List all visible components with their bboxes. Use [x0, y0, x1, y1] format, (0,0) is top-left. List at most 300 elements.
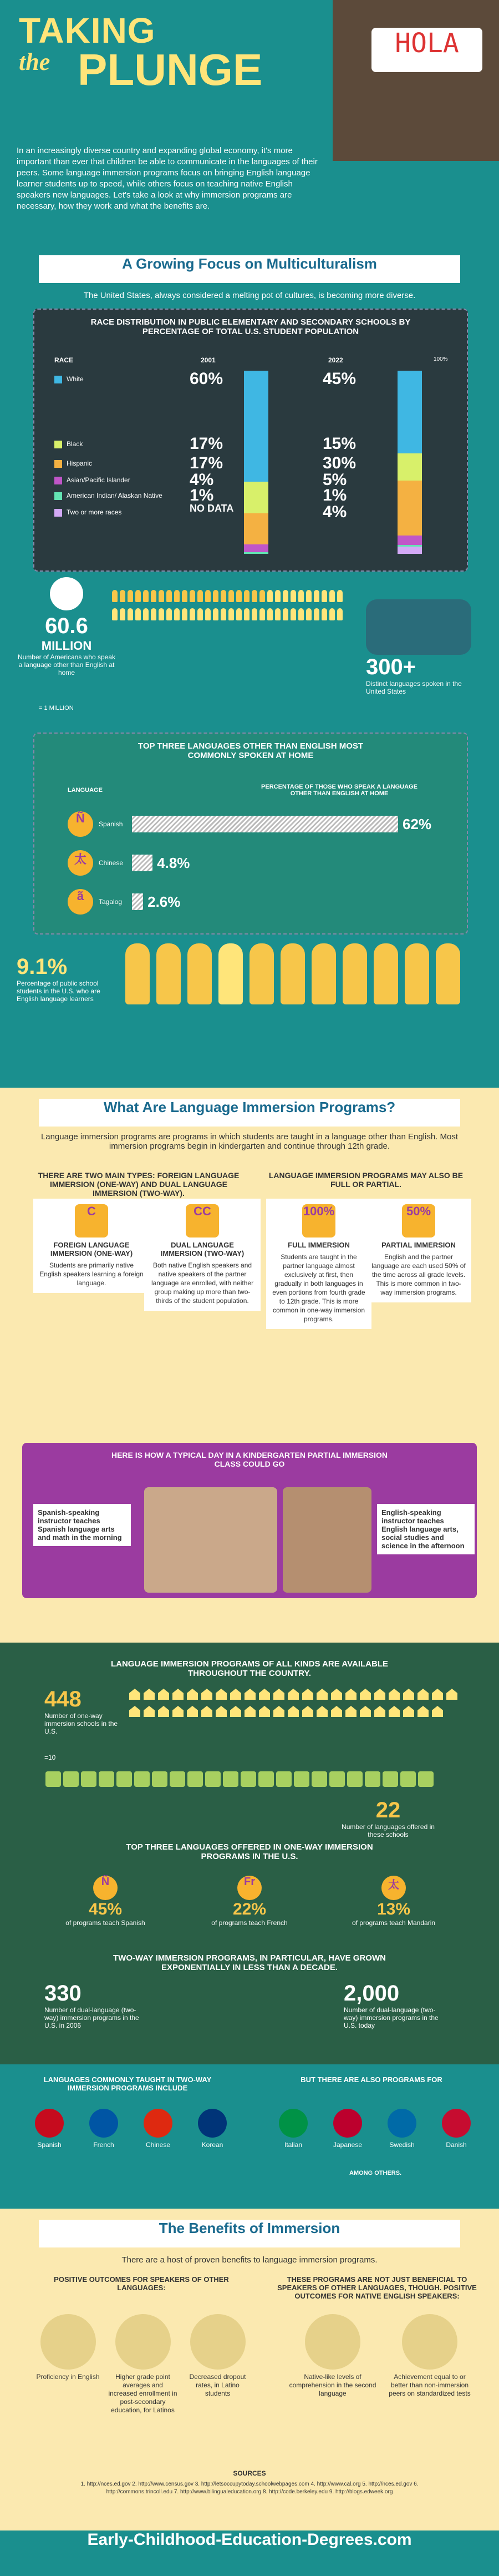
top-languages-title: TOP THREE LANGUAGES OTHER THAN ENGLISH MOST COMMONLY SPOKEN AT HOME: [138, 741, 364, 760]
person-icon: [190, 590, 195, 602]
language-col-header: LANGUAGE: [68, 787, 103, 794]
card-title: FULL IMMERSION: [288, 1241, 350, 1249]
school-icon: [288, 1706, 299, 1717]
person-icon: [228, 590, 234, 602]
school-icon: [216, 1689, 227, 1700]
langs-text: Number of languages offered in these schools: [342, 1823, 435, 1838]
school-icon: [288, 1689, 299, 1700]
language-bar: [132, 893, 143, 910]
school-icon: [245, 1706, 256, 1717]
student-icon: [343, 943, 367, 1004]
student-icon: [156, 943, 181, 1004]
person-icon: [174, 590, 180, 602]
language-square: [45, 1771, 61, 1787]
school-icon: [245, 1689, 256, 1700]
language-square: [258, 1771, 274, 1787]
school-icon: [417, 1706, 429, 1717]
program-card: [266, 1199, 371, 1329]
school-icons: [128, 1687, 460, 1737]
pct-2022: 4%: [323, 503, 347, 521]
bar-segment: [398, 547, 422, 554]
school-icon: [144, 1689, 155, 1700]
school-icon: [273, 1689, 284, 1700]
offered-icon: 太: [381, 1876, 406, 1900]
bar-segment: [244, 513, 268, 545]
person-icon: [291, 608, 296, 620]
race-label: American Indian/ Alaskan Native: [67, 492, 162, 499]
flag-label: Danish: [446, 2141, 467, 2149]
benefits-section: [0, 2209, 499, 2530]
person-icon: [143, 590, 149, 602]
outcome-text: Higher grade point averages and increased enrollment in post-secondary education, for Latinos: [108, 2373, 177, 2414]
person-icon: [174, 608, 180, 620]
race-label: Asian/Pacific Islander: [67, 476, 130, 484]
pct-2022: 30%: [323, 454, 357, 472]
school-key: =10: [44, 1754, 56, 1761]
schools-text: Number of one-way immersion schools in the U.S.: [44, 1712, 118, 1735]
pct-2022: 45%: [323, 370, 357, 388]
person-icon: [275, 590, 281, 602]
americans-value: 60.6: [45, 614, 88, 638]
school-icon: [432, 1706, 443, 1717]
school-icon: [374, 1689, 385, 1700]
school-icon: [389, 1706, 400, 1717]
language-name: Spanish: [99, 820, 123, 828]
offered-value: 22%: [232, 1900, 267, 1918]
native-speakers-title: THESE PROGRAMS ARE NOT JUST BENEFICIAL TO SPEAKERS OF OTHER LANGUAGES, THOUGH. POSITIVE OUTCOMES FOR NATIVE ENGLISH SPEAKERS:: [277, 2275, 477, 2300]
person-icon: [322, 608, 327, 620]
pct-2022: 15%: [323, 435, 357, 453]
school-icon: [331, 1689, 342, 1700]
year-2022-header: 2022: [328, 356, 343, 364]
language-square: [63, 1771, 79, 1787]
sources-title: SOURCES: [233, 2469, 266, 2477]
offered-text: of programs teach Mandarin: [352, 1919, 436, 1927]
americans-unit: MILLION: [41, 639, 92, 653]
language-square: [152, 1771, 167, 1787]
americans-stat: [17, 577, 116, 676]
flag-label: Chinese: [145, 2141, 171, 2149]
language-row: [68, 811, 445, 837]
offered-language: [44, 1876, 166, 1927]
person-icon: [221, 608, 226, 620]
benefits-subtitle: There are a host of proven benefits to language immersion programs.: [121, 2255, 378, 2265]
school-icon: [331, 1706, 342, 1717]
flag-icon: [144, 2109, 172, 2138]
sources-text: 1. http://nces.ed.gov 2. http://www.census.gov 3. http://letsoccupytoday.schoolwebpages.com 4. http://www.cal.org 5. http://nces.ed.gov 6. http://commons.trincoll.edu 7. http://www.bilingualeducation.org 8. http://code.berkeley.edu 9. http://blogs.edweek.org: [80, 2481, 419, 2495]
growth-today: [344, 1981, 444, 2029]
school-icon: [201, 1689, 212, 1700]
flag-danish: [437, 2109, 476, 2149]
person-icon: [182, 590, 187, 602]
person-icon: [259, 608, 265, 620]
school-icon: [129, 1689, 140, 1700]
person-icon: [213, 590, 218, 602]
outcome-icon: [40, 2314, 96, 2370]
flag-icon: [333, 2109, 362, 2138]
bar-segment: [244, 371, 268, 482]
growth-title: TWO-WAY IMMERSION PROGRAMS, IN PARTICULAR, HAVE GROWN EXPONENTIALLY IN LESS THAN A DECADE.: [113, 1953, 386, 1972]
card-text: Students are primarily native English speakers learning a foreign language.: [39, 1261, 144, 1287]
school-icon: [345, 1706, 357, 1717]
offered-title: TOP THREE LANGUAGES OFFERED IN ONE-WAY IMMERSION PROGRAMS IN THE U.S.: [126, 1842, 373, 1861]
language-icon: 太: [68, 850, 93, 876]
person-icon: [151, 608, 156, 620]
person-icon: [329, 590, 335, 602]
school-icon: [302, 1706, 313, 1717]
language-square: [400, 1771, 416, 1787]
types-title: THERE ARE TWO MAIN TYPES: FOREIGN LANGUAGE IMMERSION (ONE-WAY) AND DUAL LANGUAGE IMMERSION (TWO-WAY).: [38, 1171, 240, 1198]
outcome-item: [288, 2314, 377, 2398]
program-card: [144, 1199, 261, 1311]
school-icon: [158, 1706, 169, 1717]
ell-text: Percentage of public school students in the U.S. who are English language learners: [17, 979, 100, 1003]
person-icon: [166, 590, 172, 602]
student-icon: [125, 943, 150, 1004]
student-icon: [281, 943, 305, 1004]
language-square: [329, 1771, 345, 1787]
flag-icon: [35, 2109, 64, 2138]
language-square: [365, 1771, 380, 1787]
benefits-banner: The Benefits of Immersion: [39, 2220, 460, 2247]
among-others: AMONG OTHERS.: [349, 2170, 402, 2176]
flags-left: [22, 2109, 244, 2150]
flag-icon: [198, 2109, 227, 2138]
pct-2001: 4%: [190, 471, 214, 489]
language-value: 62%: [403, 815, 432, 832]
typical-day-title: HERE IS HOW A TYPICAL DAY IN A KINDERGARTEN PARTIAL IMMERSION CLASS COULD GO: [111, 1451, 388, 1468]
person-icon: [298, 608, 304, 620]
race-label: White: [67, 375, 84, 383]
other-speakers-title: POSITIVE OUTCOMES FOR SPEAKERS OF OTHER LANGUAGES:: [54, 2275, 229, 2292]
school-icon: [273, 1706, 284, 1717]
growth-today-value: 2,000: [344, 1981, 400, 2006]
flag-french: [84, 2109, 123, 2149]
americans-text: Number of Americans who speak a language other than English at home: [17, 653, 116, 676]
person-icon: [283, 608, 288, 620]
outcome-icon: [115, 2314, 171, 2370]
person-icon: [244, 590, 249, 602]
growth-2006-value: 330: [44, 1981, 82, 2006]
school-icon: [360, 1706, 371, 1717]
title-the: the: [19, 48, 50, 75]
language-square: [312, 1771, 327, 1787]
race-label: Black: [67, 440, 83, 448]
flag-icon: [279, 2109, 308, 2138]
card-icon: C: [75, 1204, 108, 1238]
student-icon: [187, 943, 212, 1004]
program-card: [33, 1199, 150, 1293]
person-icon: [213, 608, 218, 620]
offered-text: of programs teach French: [211, 1919, 288, 1927]
language-value: 4.8%: [157, 854, 190, 871]
language-name: Chinese: [99, 859, 124, 867]
offered-value: 45%: [88, 1900, 123, 1918]
pct-2022: 1%: [323, 486, 347, 504]
also-programs-title: BUT THERE ARE ALSO PROGRAMS FOR: [301, 2075, 442, 2084]
pct-2001: NO DATA: [190, 503, 234, 514]
student-icon: [218, 943, 243, 1004]
school-icon: [201, 1706, 212, 1717]
availability-section: [0, 1643, 499, 2064]
footer-site[interactable]: Early-Childhood-Education-Degrees.com: [0, 2530, 499, 2576]
bar-segment: [398, 536, 422, 545]
school-icon: [259, 1689, 270, 1700]
growth-2006: [44, 1981, 144, 2029]
race-swatch: [54, 441, 62, 448]
school-icon: [302, 1689, 313, 1700]
languages-value: 300+: [366, 655, 416, 679]
race-swatch: [54, 460, 62, 468]
school-icon: [172, 1689, 184, 1700]
race-row: [54, 459, 176, 468]
school-icon: [187, 1706, 198, 1717]
language-squares: [44, 1770, 466, 1790]
outcome-text: Native-like levels of comprehension in the second language: [289, 2373, 376, 2397]
card-text: English and the partner language are each used 50% of the time across all grade levels. This is more common in two-way immersion programs.: [371, 1253, 466, 1296]
languages-taught-title: LANGUAGES COMMONLY TAUGHT IN TWO-WAY IMMERSION PROGRAMS INCLUDE: [43, 2075, 212, 2092]
offered-text: of programs teach Spanish: [65, 1919, 145, 1927]
title-plunge: PLUNGE: [78, 45, 263, 94]
languages-stat: [366, 599, 477, 695]
flag-label: Spanish: [37, 2141, 62, 2149]
person-icon: [267, 608, 273, 620]
outcome-icon: [305, 2314, 360, 2370]
person-icon: [244, 608, 249, 620]
pct-2022: 5%: [323, 471, 347, 489]
person-icon: [205, 608, 211, 620]
languages-taught-section: [0, 2064, 499, 2209]
person-icon: [128, 590, 133, 602]
classroom-photo-1: [144, 1487, 277, 1593]
person-icon: [337, 608, 343, 620]
race-chart-title: RACE DISTRIBUTION IN PUBLIC ELEMENTARY AND SECONDARY SCHOOLS BY PERCENTAGE OF TOTAL U.S. STUDENT POPULATION: [90, 317, 411, 336]
person-icon: [135, 590, 141, 602]
person-icon: [159, 590, 164, 602]
flags-right: [266, 2109, 488, 2150]
language-square: [418, 1771, 434, 1787]
person-icon: [151, 590, 156, 602]
school-icon: [144, 1706, 155, 1717]
person-icon: [306, 608, 312, 620]
person-icon: [267, 590, 273, 602]
offered-language: [189, 1876, 310, 1927]
school-icon: [129, 1706, 140, 1717]
pct-2001: 17%: [190, 454, 223, 472]
language-square: [170, 1771, 185, 1787]
full-partial-title: LANGUAGE IMMERSION PROGRAMS MAY ALSO BE FULL OR PARTIAL.: [268, 1171, 464, 1189]
person-icon: [120, 608, 125, 620]
morning-note: Spanish-speaking instructor teaches Spanish language arts and math in the morning: [33, 1504, 131, 1546]
student-icon: [249, 943, 274, 1004]
person-icon: [205, 590, 211, 602]
flag-label: Swedish: [389, 2141, 415, 2149]
school-icon: [259, 1706, 270, 1717]
language-square: [99, 1771, 114, 1787]
intro-text: In an increasingly diverse country and expanding global economy, it's more important than ever that children be able to communicate in the languages of their peers. Some language immersion programs focus on bringing English language learner students up to speed, while others focus on teaching native English speakers new languages. Let's take a look at why immersion programs are necessary, how they work and what the benefits are.: [17, 146, 318, 211]
race-swatch: [54, 376, 62, 383]
school-icon: [230, 1706, 241, 1717]
card-text: Both native English speakers and native speakers of the partner language are enrolled, with neither group making up more than two-thirds of the student population.: [151, 1261, 254, 1305]
person-icon: [228, 608, 234, 620]
typical-day: [22, 1443, 477, 1598]
school-icon: [187, 1689, 198, 1700]
person-icon: [197, 608, 203, 620]
outcome-item: [183, 2314, 252, 2398]
outcome-text: Proficiency in English: [36, 2373, 100, 2381]
race-swatch: [54, 509, 62, 517]
flag-icon: [89, 2109, 118, 2138]
language-square: [294, 1771, 309, 1787]
multiculturalism-subtitle: The United States, always considered a melting pot of cultures, is becoming more diverse.: [83, 291, 416, 300]
langs-value: 22: [375, 1798, 401, 1822]
race-row: [54, 508, 176, 517]
person-icon: [306, 590, 312, 602]
student-icon: [436, 943, 460, 1004]
person-icon: [329, 608, 335, 620]
race-label: Hispanic: [67, 459, 93, 467]
person-icon: [283, 590, 288, 602]
hola-sign: HOLA: [371, 28, 482, 72]
flag-spanish: [30, 2109, 69, 2149]
bar-segment: [244, 482, 268, 513]
card-title: PARTIAL IMMERSION: [381, 1241, 456, 1249]
language-row: [68, 850, 445, 876]
offered-icon: Ñ: [93, 1876, 118, 1900]
person-icon: [252, 590, 257, 602]
language-square: [134, 1771, 150, 1787]
top-languages-chart: [33, 733, 468, 935]
language-bar: [132, 816, 398, 832]
school-icon: [403, 1706, 414, 1717]
person-icon: [322, 590, 327, 602]
offered-value: 13%: [376, 1900, 411, 1918]
person-icon: [221, 590, 226, 602]
million-key: = 1 MILLION: [39, 705, 74, 711]
outcome-item: [33, 2314, 103, 2381]
school-icon: [216, 1706, 227, 1717]
outcome-item: [385, 2314, 474, 2398]
immersion-subtitle: Language immersion programs are programs in which students are taught in a language other than English. Most immersion programs begin in kindergarten and continue through 12th grade.: [40, 1132, 459, 1151]
language-square: [187, 1771, 203, 1787]
school-icon: [389, 1689, 400, 1700]
person-icon: [275, 608, 281, 620]
language-square: [276, 1771, 292, 1787]
stacked-bar-2022: [398, 371, 422, 554]
language-bar: [132, 855, 152, 871]
person-icon: [135, 608, 141, 620]
flag-label: Korean: [201, 2141, 223, 2149]
school-icon: [317, 1689, 328, 1700]
card-title: DUAL LANGUAGE IMMERSION (TWO-WAY): [160, 1241, 245, 1257]
language-square: [116, 1771, 132, 1787]
race-swatch: [54, 492, 62, 500]
outcome-text: Decreased dropout rates, in Latino students: [189, 2373, 246, 2397]
pct-2001: 17%: [190, 435, 223, 453]
language-square: [383, 1771, 398, 1787]
students-row: [122, 943, 477, 1016]
ell-stat: [17, 954, 116, 1003]
flag-chinese: [139, 2109, 177, 2149]
girl-photo: [333, 0, 499, 161]
bar-segment: [398, 371, 422, 453]
growth-today-text: Number of dual-language (two-way) immersion programs in the U.S. today: [344, 2006, 439, 2029]
language-square: [205, 1771, 221, 1787]
ell-value: 9.1%: [17, 954, 68, 979]
flag-label: French: [93, 2141, 114, 2149]
language-square: [241, 1771, 256, 1787]
us-flag-icon: [50, 577, 83, 610]
multiculturalism-banner: A Growing Focus on Multiculturalism: [39, 255, 460, 283]
school-icon: [317, 1706, 328, 1717]
school-icon: [230, 1689, 241, 1700]
person-icon: [166, 608, 172, 620]
person-icon: [236, 608, 242, 620]
school-icon: [345, 1689, 357, 1700]
person-icon: [197, 590, 203, 602]
immersion-programs-section: [0, 1088, 499, 1643]
bar-segment: [398, 453, 422, 481]
flag-italian: [274, 2109, 313, 2149]
person-icon: [314, 590, 319, 602]
bar-segment: [244, 552, 268, 554]
availability-title: LANGUAGE IMMERSION PROGRAMS OF ALL KINDS ARE AVAILABLE THROUGHOUT THE COUNTRY.: [110, 1659, 388, 1678]
card-text: Students are taught in the partner language almost exclusively at first, then gradually in both languages in even portions from fourth grade to 12th grade. This is more common in one-way immersion programs.: [272, 1253, 365, 1323]
growth-2006-text: Number of dual-language (two-way) immersion programs in the U.S. in 2006: [44, 2006, 139, 2029]
program-card: [366, 1199, 471, 1302]
race-label: Two or more races: [67, 508, 122, 516]
language-icon: Ñ: [68, 811, 93, 837]
classroom-photo-2: [283, 1487, 371, 1593]
person-icon: [259, 590, 265, 602]
outcome-item: [108, 2314, 177, 2415]
person-icon: [236, 590, 242, 602]
school-icon: [158, 1689, 169, 1700]
schools-stat: [44, 1687, 122, 1735]
year-2001-header: 2001: [201, 356, 216, 364]
person-icon: [252, 608, 257, 620]
language-square: [223, 1771, 238, 1787]
person-icon: [143, 608, 149, 620]
hundred-pct-label: 100%: [434, 356, 448, 362]
percentage-col-header: PERCENTAGE OF THOSE WHO SPEAK A LANGUAGE OTHER THAN ENGLISH AT HOME: [261, 784, 417, 797]
hero-section: [0, 0, 499, 244]
people-grid: [111, 588, 344, 671]
card-icon: CC: [186, 1204, 219, 1238]
language-icon: ã: [68, 889, 93, 915]
language-value: 2.6%: [147, 893, 181, 910]
outcome-icon: [190, 2314, 246, 2370]
race-swatch: [54, 477, 62, 484]
person-icon: [291, 590, 296, 602]
us-map-icon: [366, 599, 471, 655]
language-square: [81, 1771, 96, 1787]
person-icon: [337, 590, 343, 602]
title-taking: TAKING: [19, 11, 156, 50]
flag-icon: [442, 2109, 471, 2138]
person-icon: [314, 608, 319, 620]
school-icon: [446, 1689, 457, 1700]
person-icon: [120, 590, 125, 602]
language-name: Tagalog: [99, 898, 123, 906]
flag-label: Italian: [284, 2141, 303, 2149]
afternoon-note: English-speaking instructor teaches English language arts, social studies and science in the afternoon: [377, 1504, 475, 1554]
person-icon: [128, 608, 133, 620]
person-icon: [112, 608, 118, 620]
race-distribution-chart: [33, 309, 468, 572]
language-square: [347, 1771, 363, 1787]
pct-2001: 1%: [190, 486, 214, 504]
